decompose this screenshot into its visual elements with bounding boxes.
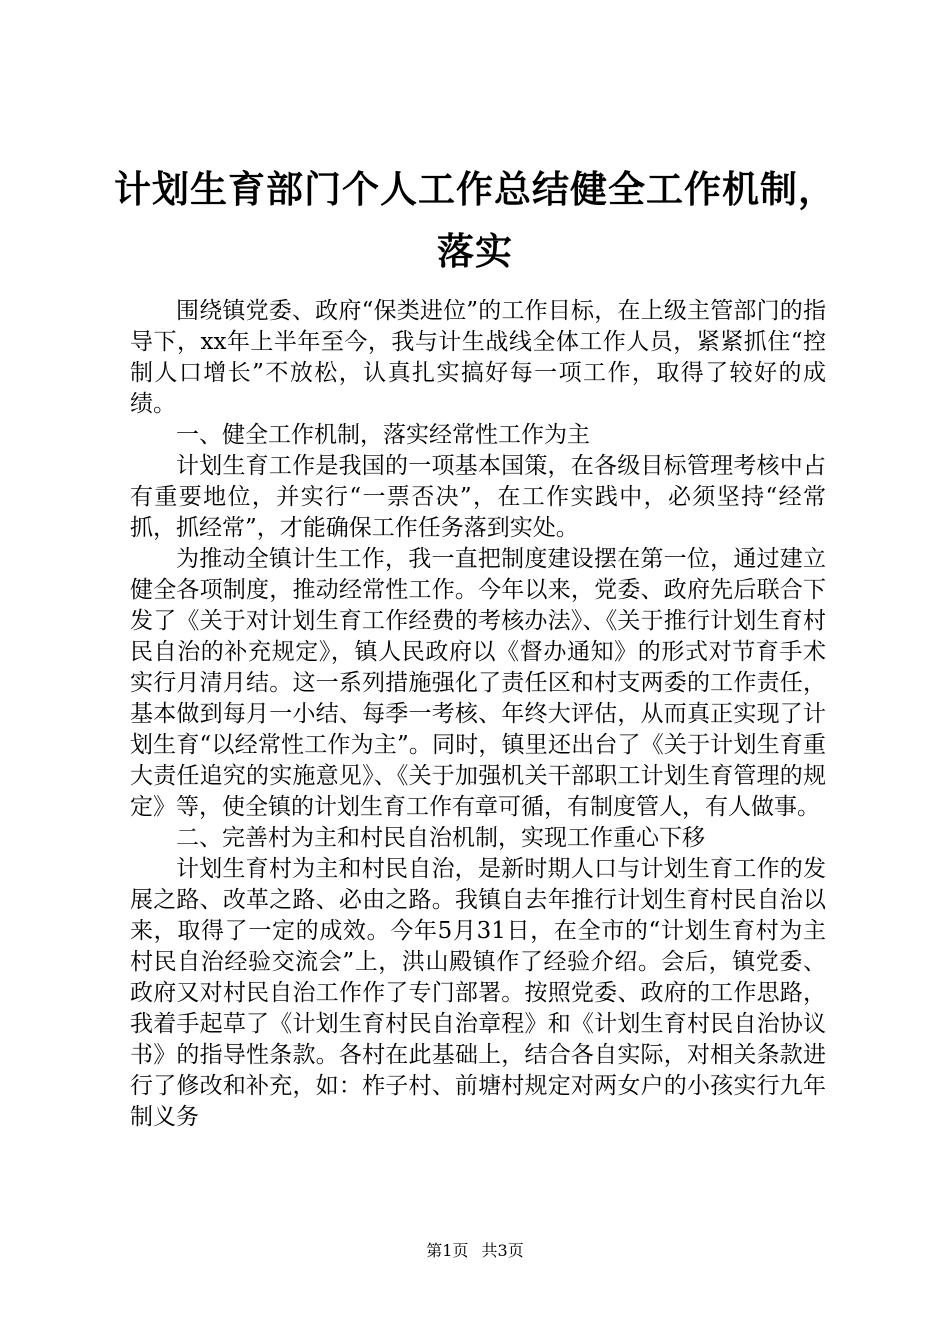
page-footer bbox=[0, 1240, 950, 1262]
body-paragraph: 计划生育村为主和村民自治，是新时期人口与计划生育工作的发展之路、改革之路、必由之路。我镇自去年推行计划生育村民自治以来，取得了一定的成效。今年5月31日，在全市的“计划生育村为主村民自治经验交流会”上，洪山殿镇作了经验介绍。会后，镇党委、政府又对村民自治工作作了专门部署。按照党委、政府的工作思路，我着手起草了《计划生育村民自治章程》和《计划生育村民自治协议书》的指导性条款。各村在此基础上，结合各自实际，对相关条款进行了修改和补充，如：柞子村、前塘村规定对两女户的小孩实行九年制义务 bbox=[130, 856, 826, 1130]
page-number: 第1页 bbox=[426, 1241, 469, 1260]
body-paragraph: 计划生育工作是我国的一项基本国策，在各级目标管理考核中占有重要地位，并实行“一票否决”，在工作实践中，必须坚持“经常抓，抓经常”，才能确保工作任务落到实处。 bbox=[130, 453, 826, 541]
page-total: 共3页 bbox=[481, 1241, 524, 1260]
section-heading-1: 一、健全工作机制，落实经常性工作为主 bbox=[176, 422, 590, 448]
section-heading-2: 二、完善村为主和村民自治机制，实现工作重心下移 bbox=[176, 825, 705, 851]
document-body bbox=[130, 296, 826, 1133]
document-title: 计划生育部门个人工作总结健全工作机制，落实 bbox=[114, 167, 836, 273]
intro-paragraph: 围绕镇党委、政府“保类进位”的工作目标，在上级主管部门的指导下，xx年上半年至今，我与计生战线全体工作人员，紧紧抓住“控制人口增长”不放松，认真扎实搞好每一项工作，取得了较好的成绩。 bbox=[130, 298, 826, 417]
body-paragraph: 为推动全镇计生工作，我一直把制度建设摆在第一位，通过建立健全各项制度，推动经常性工作。今年以来，党委、政府先后联合下发了《关于对计划生育工作经费的考核办法》、《关于推行计划生育村民自治的补充规定》，镇人民政府以《督办通知》的形式对节育手术实行月清月结。这一系列措施强化了责任区和村支两委的工作责任，基本做到每月一小结、每季一考核、年终大评估，从而真正实现了计划生育“以经常性工作为主”。同时，镇里还出台了《关于计划生育重大责任追究的实施意见》、《关于加强机关干部职工计划生育管理的规定》等，使全镇的计划生育工作有章可循，有制度管人，有人做事。 bbox=[130, 546, 826, 820]
